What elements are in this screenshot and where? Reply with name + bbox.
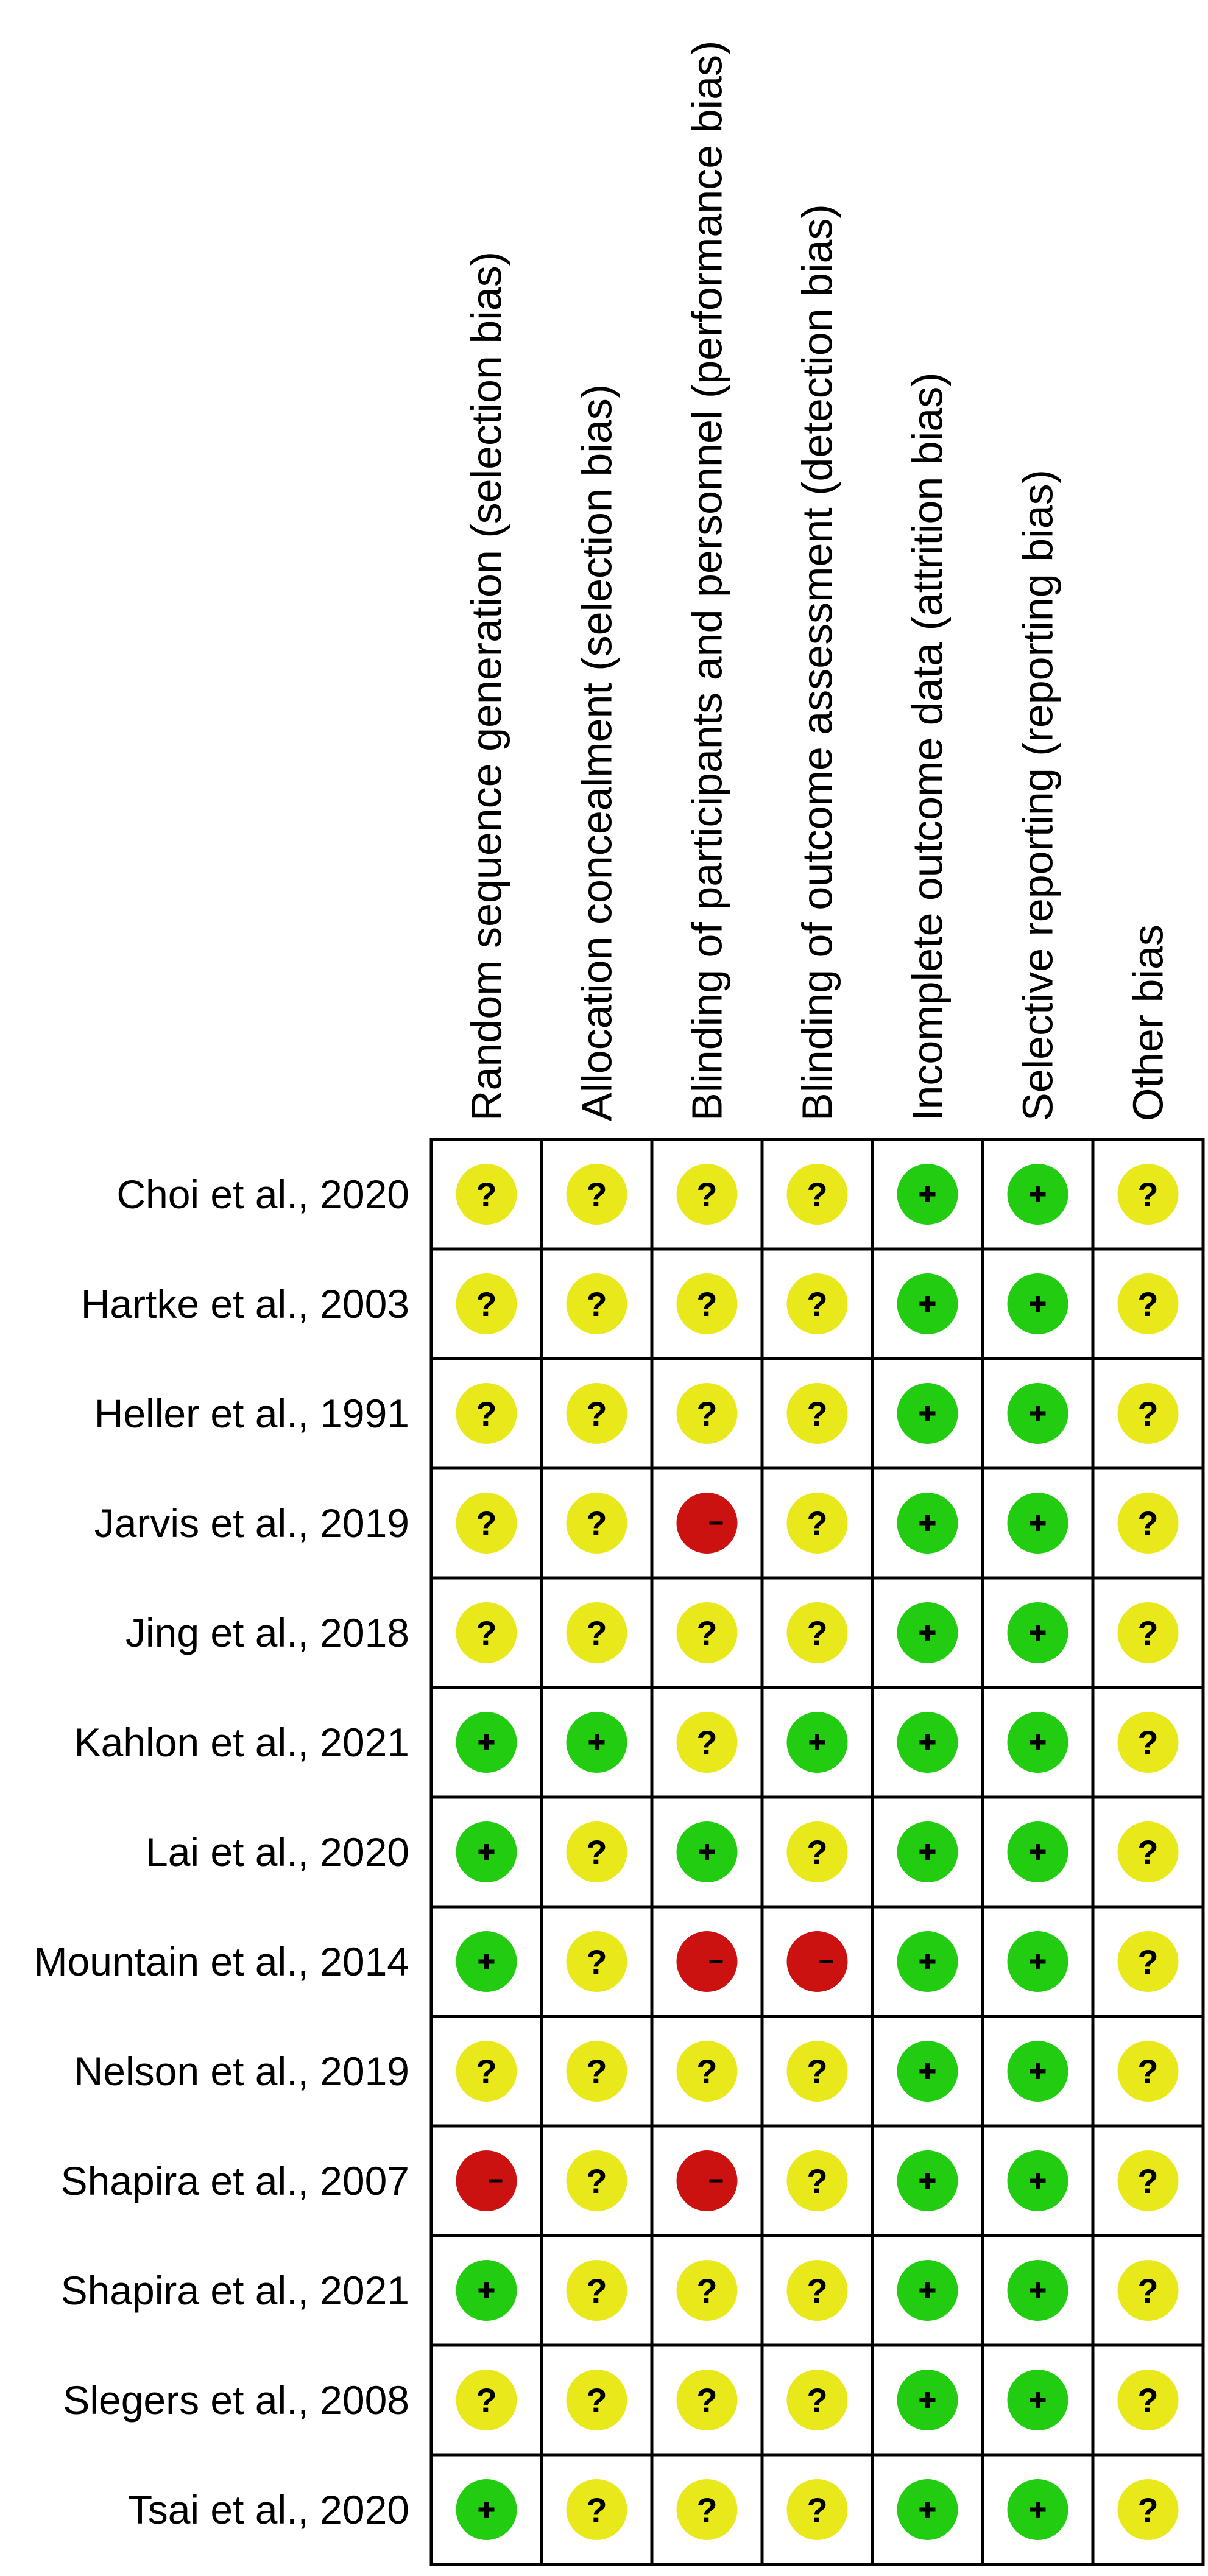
question-icon: ? <box>586 2381 607 2419</box>
rating-low-marker <box>897 1273 958 1334</box>
rating-low-marker <box>1008 1712 1068 1773</box>
question-icon: ? <box>696 1175 718 1214</box>
rating-unclear-marker <box>1118 2260 1179 2321</box>
rating-low-marker <box>897 1602 958 1663</box>
question-icon: ? <box>696 1395 718 1433</box>
question-icon: ? <box>1137 2272 1159 2310</box>
column-label: Allocation concealment (selection bias) <box>573 384 621 1121</box>
rating-high-circle <box>677 2150 738 2211</box>
study-label: Shapira et al., 2021 <box>60 2268 409 2313</box>
rating-low-marker <box>1008 1493 1068 1554</box>
rating-high-circle <box>677 1493 738 1554</box>
question-icon: ? <box>586 2491 607 2529</box>
rating-unclear-marker <box>1118 1493 1179 1554</box>
rating-high-circle <box>456 2150 517 2211</box>
rating-high-circle <box>787 1931 848 1992</box>
rating-low-marker <box>897 2041 958 2102</box>
rating-unclear-marker <box>677 2260 738 2321</box>
study-label: Tsai et al., 2020 <box>127 2487 409 2532</box>
question-icon: ? <box>476 2052 497 2091</box>
rating-low-marker <box>897 1383 958 1444</box>
study-label: Jarvis et al., 2019 <box>94 1501 409 1546</box>
question-icon: ? <box>476 1395 497 1433</box>
question-icon: ? <box>1137 2052 1159 2091</box>
rating-low-marker <box>677 1821 738 1882</box>
rating-unclear-marker <box>456 1273 517 1334</box>
question-icon: ? <box>586 2272 607 2310</box>
rating-unclear-marker <box>787 1821 848 1882</box>
rating-unclear-marker <box>567 2041 627 2102</box>
question-icon: ? <box>807 1833 828 1871</box>
rating-low-marker <box>1008 1602 1068 1663</box>
rating-low-marker <box>1008 1164 1068 1225</box>
row-labels <box>34 1172 409 2532</box>
rating-low-marker <box>456 2479 517 2540</box>
rating-unclear-marker <box>1118 2150 1179 2211</box>
question-icon: ? <box>696 2052 718 2091</box>
question-icon: ? <box>476 1614 497 1652</box>
rating-unclear-marker <box>677 2479 738 2540</box>
rating-low-marker <box>1008 1821 1068 1882</box>
rating-cells <box>456 1164 1179 2540</box>
question-icon: ? <box>807 2491 828 2529</box>
rating-unclear-marker <box>567 2150 627 2211</box>
column-label: Selective reporting (reporting bias) <box>1014 470 1062 1121</box>
question-icon: ? <box>696 1285 718 1323</box>
rating-unclear-marker <box>1118 1273 1179 1334</box>
rating-low-marker <box>897 2150 958 2211</box>
rating-unclear-marker <box>787 1164 848 1225</box>
question-icon: ? <box>807 1175 828 1214</box>
rating-unclear-marker <box>567 2479 627 2540</box>
question-icon: ? <box>696 2491 718 2529</box>
question-icon: ? <box>1137 1395 1159 1433</box>
study-label: Shapira et al., 2007 <box>60 2158 409 2203</box>
rating-unclear-marker <box>787 2370 848 2430</box>
rating-unclear-marker <box>567 1931 627 1992</box>
question-icon: ? <box>807 2381 828 2419</box>
question-icon: ? <box>696 2272 718 2310</box>
rating-unclear-marker <box>567 1164 627 1225</box>
question-icon: ? <box>586 1504 607 1543</box>
rating-low-marker <box>1008 2150 1068 2211</box>
rating-unclear-marker <box>1118 1712 1179 1773</box>
question-icon: ? <box>586 1285 607 1323</box>
rating-unclear-marker <box>567 1383 627 1444</box>
question-icon: ? <box>586 1175 607 1214</box>
rating-unclear-marker <box>787 1383 848 1444</box>
study-label: Kahlon et al., 2021 <box>74 1720 409 1765</box>
question-icon: ? <box>586 2052 607 2091</box>
question-icon: ? <box>1137 2491 1159 2529</box>
rating-low-marker <box>897 1164 958 1225</box>
question-icon: ? <box>1137 1943 1159 1981</box>
study-label: Heller et al., 1991 <box>94 1391 409 1436</box>
rating-unclear-marker <box>567 2370 627 2430</box>
column-label: Incomplete outcome data (attrition bias) <box>903 372 952 1121</box>
question-icon: ? <box>807 2272 828 2310</box>
rating-unclear-marker <box>787 2041 848 2102</box>
question-icon: ? <box>1137 2381 1159 2419</box>
rating-unclear-marker <box>567 1493 627 1554</box>
rating-unclear-marker <box>456 1493 517 1554</box>
question-icon: ? <box>696 1614 718 1652</box>
column-label: Other bias <box>1124 924 1172 1121</box>
question-icon: ? <box>1137 1285 1159 1323</box>
rating-high-marker <box>677 1931 738 1992</box>
question-icon: ? <box>586 2162 607 2200</box>
rating-high-marker <box>787 1931 848 1992</box>
rating-unclear-marker <box>1118 1931 1179 1992</box>
rating-unclear-marker <box>567 1821 627 1882</box>
question-icon: ? <box>1137 1723 1159 1762</box>
question-icon: ? <box>807 2162 828 2200</box>
rating-unclear-marker <box>567 2260 627 2321</box>
rating-unclear-marker <box>567 1273 627 1334</box>
question-icon: ? <box>807 1504 828 1543</box>
rating-high-marker <box>456 2150 517 2211</box>
rating-high-circle <box>677 1931 738 1992</box>
rating-unclear-marker <box>787 1493 848 1554</box>
rating-low-marker <box>897 2370 958 2430</box>
study-label: Lai et al., 2020 <box>146 1829 409 1874</box>
question-icon: ? <box>1137 1833 1159 1871</box>
rating-low-marker <box>897 2479 958 2540</box>
rating-low-marker <box>1008 1273 1068 1334</box>
rating-unclear-marker <box>456 2041 517 2102</box>
rating-unclear-marker <box>787 2150 848 2211</box>
rating-unclear-marker <box>1118 2479 1179 2540</box>
rating-low-marker <box>456 1712 517 1773</box>
question-icon: ? <box>586 1395 607 1433</box>
column-label: Blinding of participants and personnel (performance bias) <box>683 40 731 1121</box>
question-icon: ? <box>476 1504 497 1543</box>
rating-low-marker <box>897 1712 958 1773</box>
question-icon: ? <box>1137 1614 1159 1652</box>
question-icon: ? <box>586 1943 607 1981</box>
study-label: Nelson et al., 2019 <box>74 2049 409 2094</box>
question-icon: ? <box>807 1614 828 1652</box>
question-icon: ? <box>807 1285 828 1323</box>
rating-low-marker <box>1008 2479 1068 2540</box>
rating-unclear-marker <box>1118 1383 1179 1444</box>
question-icon: ? <box>586 1833 607 1871</box>
rating-unclear-marker <box>1118 1821 1179 1882</box>
rating-unclear-marker <box>677 1712 738 1773</box>
rating-unclear-marker <box>456 1383 517 1444</box>
study-label: Choi et al., 2020 <box>116 1172 409 1217</box>
column-label: Blinding of outcome assessment (detection bias) <box>793 204 841 1121</box>
rating-unclear-marker <box>677 1383 738 1444</box>
question-icon: ? <box>586 1614 607 1652</box>
rating-unclear-marker <box>677 1602 738 1663</box>
rating-unclear-marker <box>677 1273 738 1334</box>
rating-unclear-marker <box>677 1164 738 1225</box>
study-label: Hartke et al., 2003 <box>80 1281 409 1326</box>
column-labels <box>463 41 1172 1121</box>
rating-unclear-marker <box>787 2479 848 2540</box>
question-icon: ? <box>476 2381 497 2419</box>
rating-low-marker <box>1008 1931 1068 1992</box>
rating-unclear-marker <box>677 2370 738 2430</box>
study-label: Mountain et al., 2014 <box>34 1939 409 1984</box>
rating-unclear-marker <box>787 1273 848 1334</box>
rating-unclear-marker <box>567 1602 627 1663</box>
rating-low-marker <box>456 1931 517 1992</box>
rating-unclear-marker <box>1118 1602 1179 1663</box>
rating-unclear-marker <box>1118 1164 1179 1225</box>
rating-unclear-marker <box>787 2260 848 2321</box>
rating-unclear-marker <box>677 2041 738 2102</box>
rating-low-marker <box>567 1712 627 1773</box>
column-label: Random sequence generation (selection bias) <box>462 251 510 1121</box>
rating-unclear-marker <box>456 1164 517 1225</box>
rating-low-marker <box>897 1931 958 1992</box>
rating-low-marker <box>897 1821 958 1882</box>
rating-low-marker <box>1008 2260 1068 2321</box>
question-icon: ? <box>1137 2162 1159 2200</box>
rating-low-marker <box>456 2260 517 2321</box>
rating-low-marker <box>787 1712 848 1773</box>
rating-low-marker <box>456 1821 517 1882</box>
rating-unclear-marker <box>456 2370 517 2430</box>
rating-low-marker <box>897 2260 958 2321</box>
question-icon: ? <box>807 2052 828 2091</box>
question-icon: ? <box>476 1285 497 1323</box>
question-icon: ? <box>807 1395 828 1433</box>
rating-low-marker <box>1008 2370 1068 2430</box>
study-label: Jing et al., 2018 <box>125 1610 409 1655</box>
rating-low-marker <box>897 1493 958 1554</box>
rating-low-marker <box>1008 2041 1068 2102</box>
rating-unclear-marker <box>456 1602 517 1663</box>
question-icon: ? <box>1137 1504 1159 1543</box>
rating-unclear-marker <box>787 1602 848 1663</box>
rating-high-marker <box>677 2150 738 2211</box>
question-icon: ? <box>476 1175 497 1214</box>
question-icon: ? <box>1137 1175 1159 1214</box>
rating-high-marker <box>677 1493 738 1554</box>
rating-unclear-marker <box>1118 2370 1179 2430</box>
question-icon: ? <box>696 1723 718 1762</box>
rating-low-marker <box>1008 1383 1068 1444</box>
question-icon: ? <box>696 2381 718 2419</box>
rating-unclear-marker <box>1118 2041 1179 2102</box>
study-label: Slegers et al., 2008 <box>63 2377 409 2423</box>
